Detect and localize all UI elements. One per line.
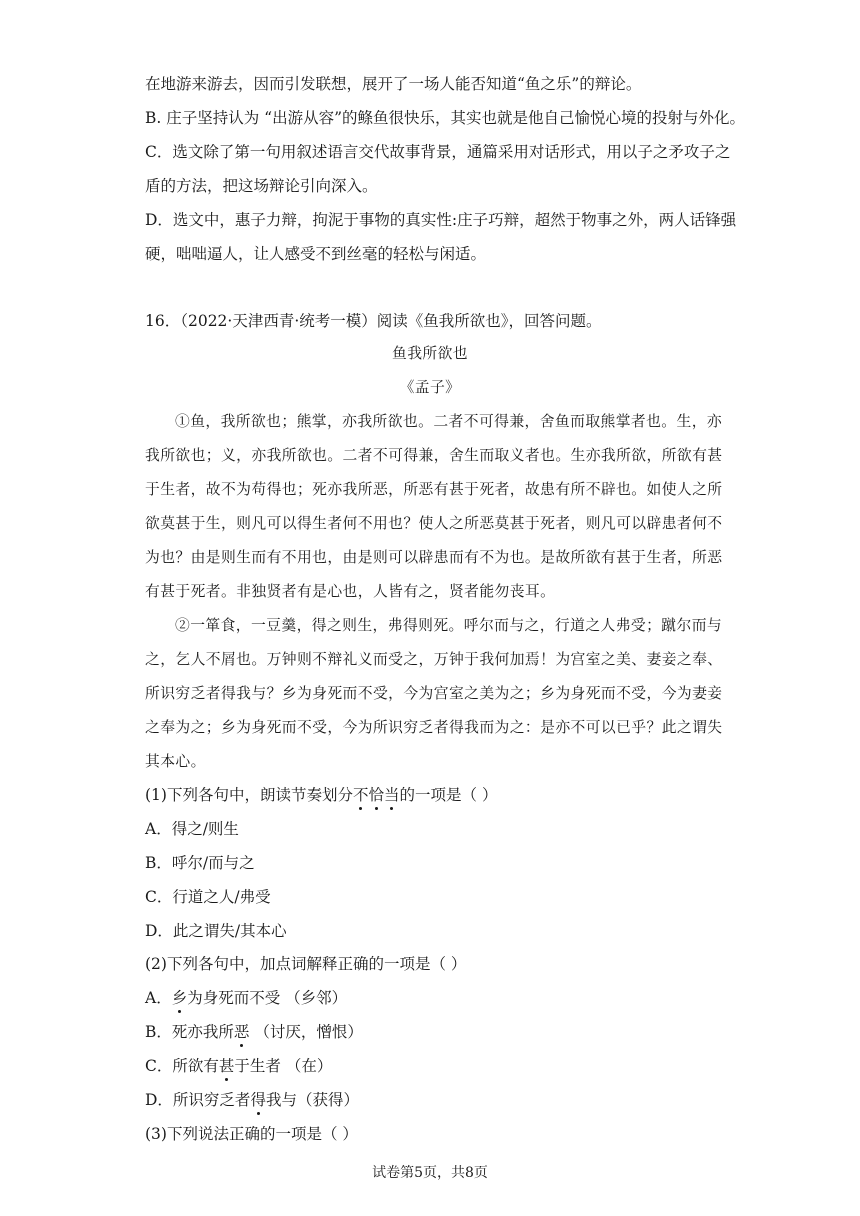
prev-option-b: B. 庄子坚持认为 “出游从容”的鲦鱼很快乐，其实也就是他自己愉悦心境的投射与外化。 (145, 109, 746, 127)
passage-p1-line: 有甚于死者。非独贤者有是心也，人皆有之，贤者能勿丧耳。 (145, 583, 556, 600)
passage-p2-line: 其本心。 (145, 753, 206, 770)
question-16-header: 16．（2022·天津西青·统考一模）阅读《鱼我所欲也》，回答问题。 (145, 312, 602, 330)
emphasis-char: 甚 (218, 1057, 235, 1075)
passage-author: 《孟子》 (399, 379, 461, 396)
prev-option-c-line1: C．选文除了第一句用叙述语言交代故事背景，通篇采用对话形式，用以子之矛攻子之 (145, 143, 731, 161)
sub-question-1-stem: (1)下列各句中，朗读节奏划分不恰当的一项是（ ） (145, 786, 498, 804)
emphasis-char: 得 (250, 1091, 266, 1109)
emphasis-char: 当 (384, 786, 400, 804)
passage-p2-line: ②一箪食，一豆羹，得之则生，弗得则死。呼尔而与之，行道之人弗受；蹴尔而与 (175, 617, 723, 634)
sub-question-3-stem: (3)下列说法正确的一项是（ ） (145, 1125, 358, 1143)
prev-option-d-line1: D．选文中，惠子力辩，拘泥于事物的真实性:庄子巧辩，超然于物事之外，两人话锋强 (145, 211, 737, 229)
prev-question-line: 在地游来游去，因而引发联想，展开了一场人能否知道“鱼之乐”的辩论。 (145, 75, 642, 93)
sub-question-2-stem: (2)下列各句中，加点词解释正确的一项是（ ） (145, 955, 467, 973)
prev-option-d-line2: 硬，咄咄逼人，让人感受不到丝毫的轻松与闲适。 (145, 245, 487, 263)
passage-title: 鱼我所欲也 (392, 345, 468, 362)
page-footer: 试卷第5页，共8页 (372, 1165, 488, 1181)
sub1-option-b: B．呼尔/而与之 (145, 854, 255, 872)
passage-p1-line: 于生者，故不为苟得也；死亦我所恶，所恶有甚于死者，故患有所不辟也。如使人之所 (145, 481, 723, 498)
sub1-option-d: D．此之谓失/其本心 (145, 922, 287, 940)
sub2-option-c: C．所欲有甚于生者 （在） (145, 1057, 333, 1075)
sub2-option-d: D．所识穷乏者得我与（获得） (145, 1091, 359, 1109)
passage-p1-line: 欲莫甚于生，则凡可以得生者何不用也？使人之所恶莫甚于死者，则凡可以辟患者何不 (145, 515, 723, 532)
passage-p1-line: 我所欲也；义，亦我所欲也。二者不可得兼，舍生而取义者也。生亦我所欲，所欲有甚 (145, 447, 723, 464)
passage-p2-line: 所识穷乏者得我与？乡为身死而不受，今为宫室之美为之；乡为身死而不受，今为妻妾 (145, 685, 723, 702)
emphasis-char: 不 (352, 786, 369, 804)
sub2-option-a: A．乡为身死而不受 （乡邻） (145, 989, 348, 1007)
prev-option-c-line2: 盾的方法，把这场辩论引向深入。 (145, 177, 378, 195)
sub1-option-c: C．行道之人/弗受 (145, 888, 271, 906)
sub1-option-a: A．得之/则生 (145, 820, 239, 838)
emphasis-char: 乡 (171, 989, 188, 1007)
emphasis-char: 恶 (233, 1023, 250, 1041)
passage-p1-line: ①鱼，我所欲也；熊掌，亦我所欲也。二者不可得兼，舍鱼而取熊掌者也。生，亦 (175, 413, 723, 430)
passage-p2-line: 之，乞人不屑也。万钟则不辩礼义而受之，万钟于我何加焉！为宫室之美、妻妾之奉、 (145, 651, 723, 668)
passage-p2-line: 之奉为之；乡为身死而不受，今为所识穷乏者得我而为之：是亦不可以已乎？此之谓失 (145, 719, 723, 736)
passage-p1-line: 为也？由是则生而有不用也，由是则可以辟患而有不为也。是故所欲有甚于生者，所恶 (145, 549, 723, 566)
sub2-option-b: B．死亦我所恶 （讨厌，憎恨） (145, 1023, 363, 1041)
emphasis-char: 恰 (368, 786, 384, 804)
